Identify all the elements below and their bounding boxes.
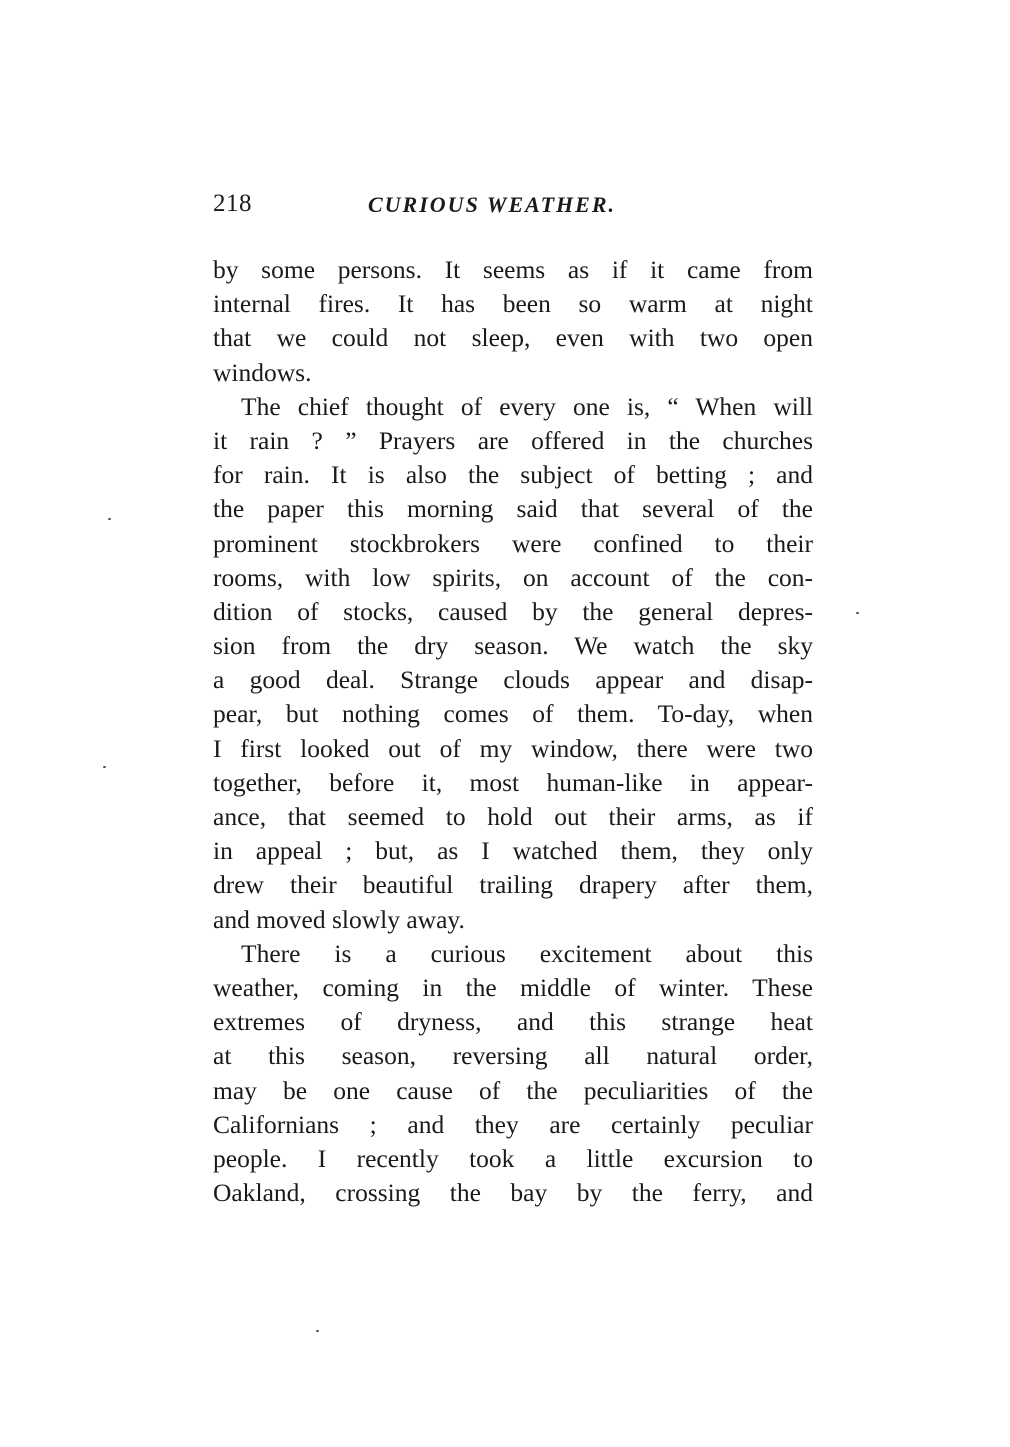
text-line: in appeal ; but, as I watched them, they only xyxy=(213,836,813,866)
text-line: drew their beautiful trailing drapery after them, xyxy=(213,870,813,900)
text-line: and moved slowly away. xyxy=(213,904,465,934)
text-line: dition of stocks, caused by the general depres- xyxy=(213,596,813,626)
text-line: together, before it, most human-like in appear- xyxy=(213,767,813,797)
text-line: for rain. It is also the subject of betting ; and xyxy=(213,460,813,490)
text-line: There is a curious excitement about this xyxy=(241,938,813,968)
text-line: weather, coming in the middle of winter. These xyxy=(213,972,813,1002)
body-text xyxy=(213,253,813,1210)
scan-speck xyxy=(108,518,111,520)
text-line: The chief thought of every one is, “ When will xyxy=(241,391,813,421)
text-line: people. I recently took a little excursion to xyxy=(213,1143,813,1173)
text-line: windows. xyxy=(213,357,312,387)
text-line: at this season, reversing all natural order, xyxy=(213,1041,813,1071)
text-line: it rain ? ” Prayers are offered in the churches xyxy=(213,425,813,455)
text-line: by some persons. It seems as if it came from xyxy=(213,255,813,284)
page-header xyxy=(213,190,813,226)
scan-speck xyxy=(856,612,859,614)
text-line: sion from the dry season. We watch the sky xyxy=(213,631,813,661)
text-line: a good deal. Strange clouds appear and disap- xyxy=(213,665,813,695)
text-line: may be one cause of the peculiarities of the xyxy=(213,1075,813,1105)
text-line: extremes of dryness, and this strange heat xyxy=(213,1007,813,1037)
text-line: that we could not sleep, even with two open xyxy=(213,323,813,353)
text-line: ance, that seemed to hold out their arms, as if xyxy=(213,802,813,831)
scan-speck xyxy=(316,1330,319,1332)
running-head: CURIOUS WEATHER. xyxy=(368,192,617,217)
text-line: the paper this morning said that several of the xyxy=(213,494,813,524)
text-line: Oakland, crossing the bay by the ferry, and xyxy=(213,1178,813,1208)
text-line: rooms, with low spirits, on account of the con- xyxy=(213,562,813,592)
text-line: pear, but nothing comes of them. To-day, when xyxy=(213,699,813,729)
text-line: prominent stockbrokers were confined to their xyxy=(213,528,813,558)
text-line: internal fires. It has been so warm at night xyxy=(213,289,813,319)
page-number: 218 xyxy=(213,190,252,217)
text-line: I first looked out of my window, there were two xyxy=(213,733,813,763)
text-line: Californians ; and they are certainly peculiar xyxy=(213,1109,813,1139)
scan-speck xyxy=(103,766,106,768)
